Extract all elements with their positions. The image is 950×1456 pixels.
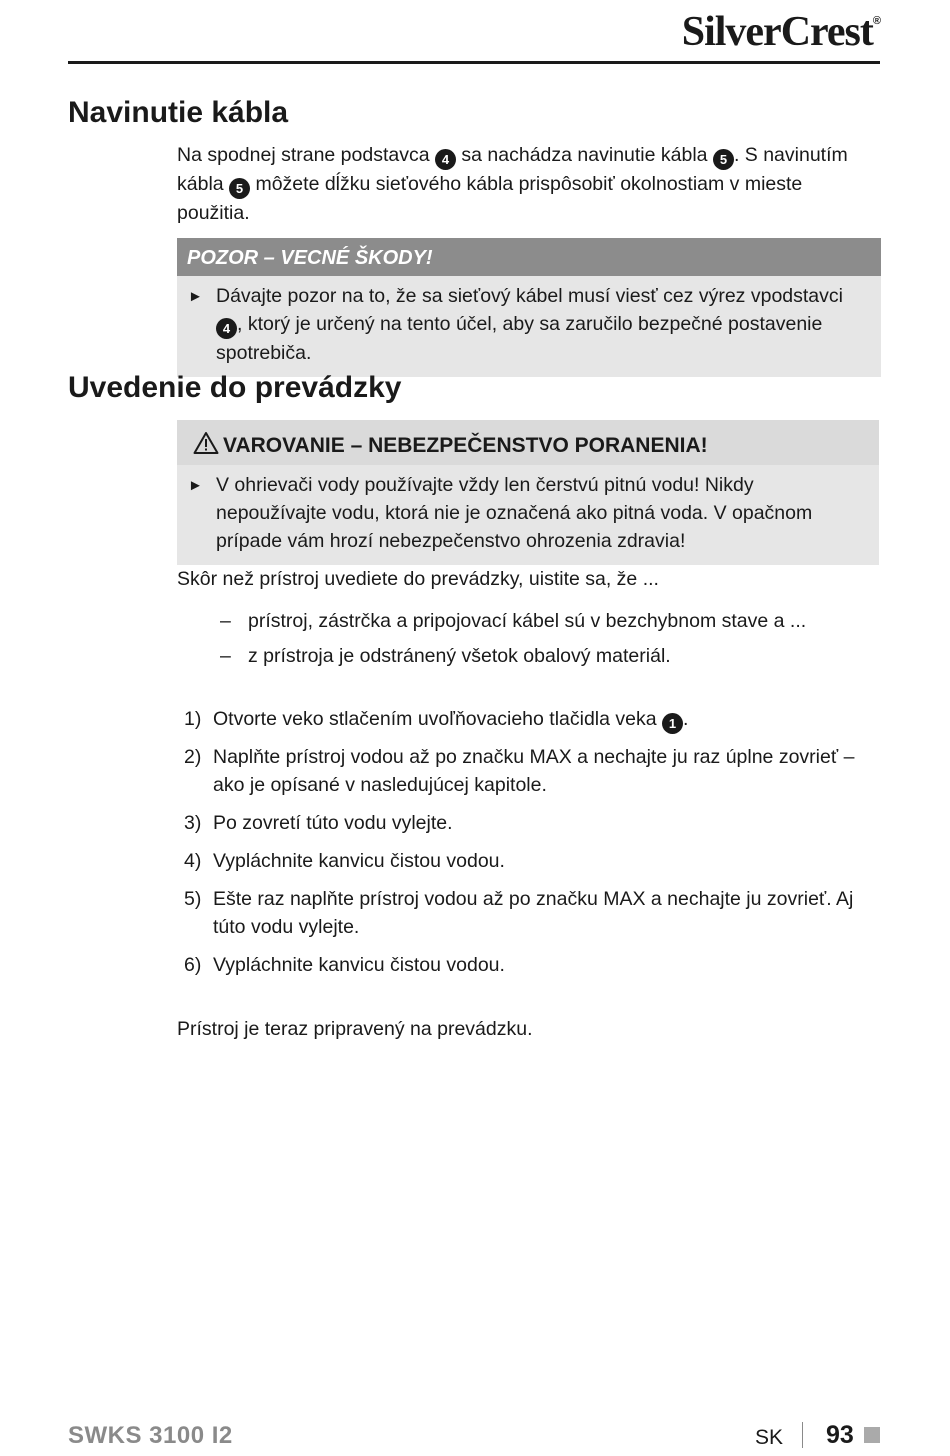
warning-item [177, 465, 879, 565]
step-text: Vypláchnite kanvicu čistou vodou. [213, 850, 505, 872]
bullet-arrow-icon: ► [188, 288, 203, 305]
footer-language: SK [755, 1426, 784, 1449]
step-item [184, 705, 874, 734]
para-text: Na spodnej strane podstavca [177, 144, 435, 166]
caution-text: , ktorý je určený na tento účel, aby sa zaručilo bezpečné postavenie spotrebiča. [216, 313, 823, 364]
section-title-startup: Uvedenie do prevádzky [68, 371, 402, 404]
dash-icon: – [220, 610, 231, 632]
step-text: Po zovretí túto vodu vylejte. [213, 812, 453, 834]
dash-icon: – [220, 645, 231, 667]
footer-divider [802, 1422, 803, 1448]
step-number: 3) [184, 812, 202, 834]
step-item [184, 743, 874, 799]
step-text: . [683, 708, 689, 730]
startup-intro: Skôr než prístroj uvediete do prevádzky, uistite sa, že ... [177, 568, 659, 590]
cable-winding-paragraph [177, 141, 877, 227]
registered-mark: ® [872, 15, 880, 27]
step-item [184, 847, 874, 875]
para-text: sa nachádza navinutie kábla [456, 144, 713, 166]
step-number: 4) [184, 850, 202, 872]
brand-logo-text: SilverCrest [681, 9, 873, 55]
check-text: prístroj, zástrčka a pripojovací kábel sú v bezchybnom stave a ... [248, 610, 807, 632]
step-item [184, 809, 874, 837]
step-text: Otvorte veko stlačením uvoľňovacieho tlačidla veka [213, 708, 662, 730]
para-text: . S navinutím kábla [177, 144, 848, 195]
para-text: môžete dĺžku sieťového kábla prispôsobiť okolnostiam v mieste použitia. [177, 173, 803, 224]
section-title-cable-winding: Navinutie kábla [68, 96, 289, 129]
footer-model: SWKS 3100 I2 [68, 1422, 233, 1449]
warning-heading-row [177, 420, 879, 465]
ref-number-icon: 4 [216, 318, 237, 339]
step-text: Vypláchnite kanvicu čistou vodou. [213, 954, 505, 976]
check-item [220, 607, 806, 635]
header-rule [68, 61, 880, 64]
brand-logo [682, 8, 880, 56]
step-number: 1) [184, 708, 202, 730]
ref-number-icon: 4 [435, 149, 456, 170]
ref-number-icon: 5 [229, 178, 250, 199]
check-text: z prístroja je odstránený všetok obalový materiál. [248, 645, 671, 667]
step-number: 6) [184, 954, 202, 976]
step-item [184, 885, 874, 941]
caution-item [177, 276, 881, 377]
step-text: Naplňte prístroj vodou až po značku MAX a nechajte ju raz úplne zovrieť – ako je opísané v nasledujúcej kapitole. [213, 746, 855, 796]
step-item [184, 951, 874, 979]
footer-square-icon [864, 1427, 880, 1443]
page-number: 93 [826, 1421, 854, 1449]
bullet-arrow-icon: ► [188, 477, 203, 494]
check-item [220, 642, 671, 670]
warning-triangle-icon [193, 431, 219, 455]
step-number: 5) [184, 888, 202, 910]
ref-number-icon: 5 [713, 149, 734, 170]
step-number: 2) [184, 746, 202, 768]
warning-box [177, 420, 879, 565]
warning-text: V ohrievači vody používajte vždy len čerstvú pitnú vodu! Nikdy nepoužívajte vodu, ktorá nie je označená ako pitná voda. V opačnom prípade vám hrozí nebezpečenstvo ohrozenia zdravia! [216, 474, 813, 552]
ref-number-icon: 1 [662, 713, 683, 734]
closing-text: Prístroj je teraz pripravený na prevádzku. [177, 1018, 533, 1040]
caution-text: Dávajte pozor na to, že sa sieťový kábel musí viesť cez výrez vpodstavci [216, 285, 843, 307]
caution-heading: POZOR – VECNÉ ŠKODY! [177, 238, 881, 276]
caution-box [177, 238, 881, 377]
warning-heading: VAROVANIE – NEBEZPEČENSTVO PORANENIA! [223, 434, 708, 457]
step-text: Ešte raz naplňte prístroj vodou až po značku MAX a nechajte ju zovrieť. Aj túto vodu vylejte. [213, 888, 854, 938]
